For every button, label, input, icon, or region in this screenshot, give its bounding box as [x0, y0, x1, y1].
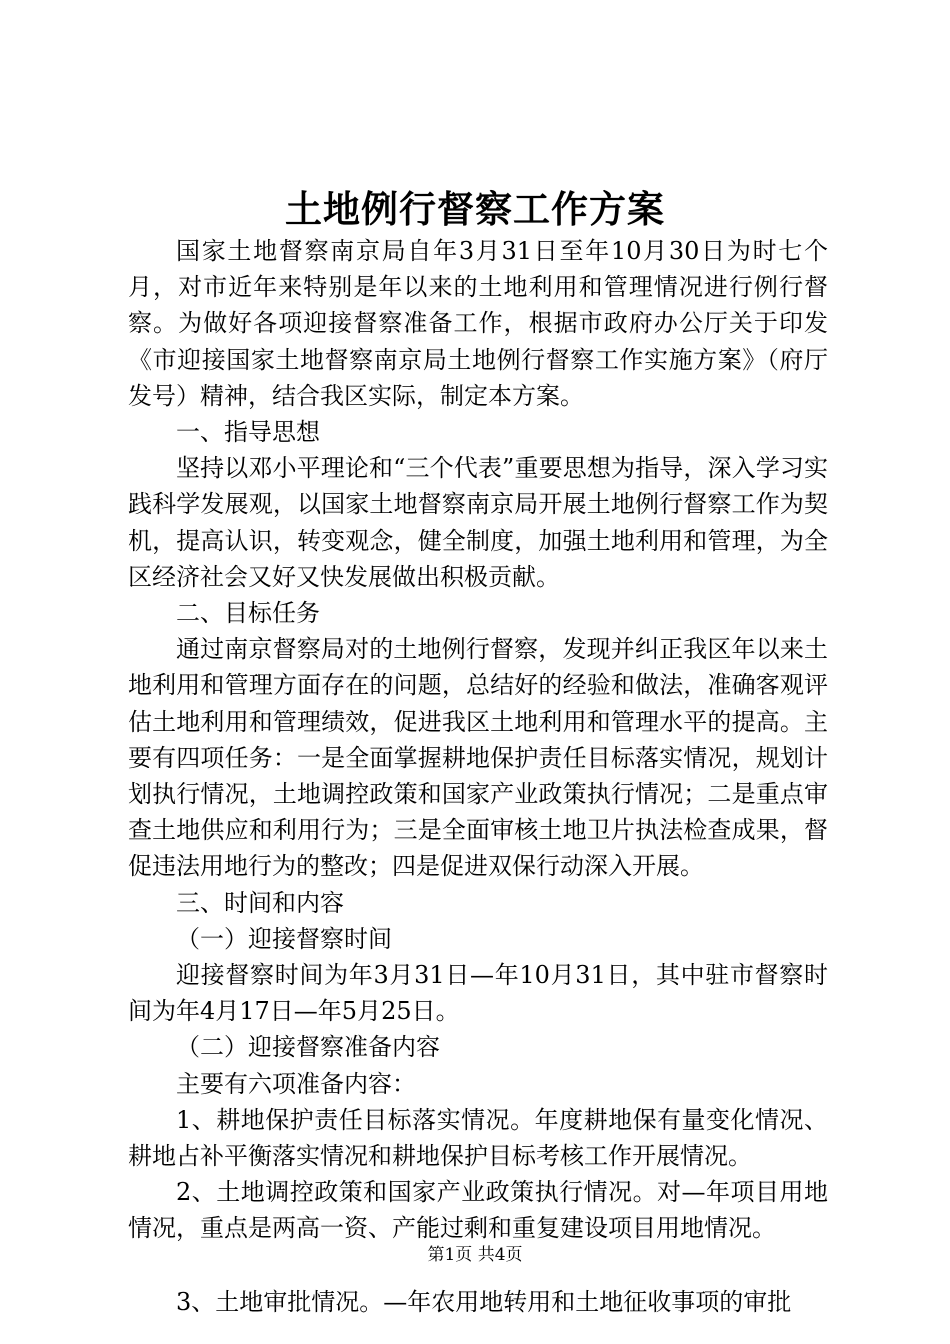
paragraph-item-3: 3、土地审批情况。—年农用地转用和土地征收事项的审批	[176, 1287, 792, 1316]
heading-guiding-ideology: 一、指导思想	[176, 418, 320, 447]
document-body	[128, 233, 828, 1320]
paragraph-intro: 国家土地督察南京局自年3月31日至年10月30日为时七个月，对市近年来特别是年以来的土地利用和管理情况进行例行督察。为做好各项迎接督察准备工作，根据市政府办公厅关于印发《市迎接国家土地督察南京局土地例行督察工作实施方案》（府厅发号）精神，结合我区实际，制定本方案。	[128, 237, 828, 410]
document-title: 土地例行督察工作方案	[285, 187, 665, 231]
heading-time-content: 三、时间和内容	[176, 888, 344, 917]
paragraph-preparation-intro: 主要有六项准备内容：	[176, 1069, 416, 1098]
page-footer: 第1页 共4页	[427, 1245, 523, 1265]
heading-goals-tasks: 二、目标任务	[176, 599, 320, 628]
paragraph-goals-tasks: 通过南京督察局对的土地例行督察，发现并纠正我区年以来土地利用和管理方面存在的问题，总结好的经验和做法，准确客观评估土地利用和管理绩效，促进我区土地利用和管理水平的提高。主要有四项任务：一是全面掌握耕地保护责任目标落实情况，规划计划执行情况，土地调控政策和国家产业政策执行情况；二是重点审查土地供应和利用行为；三是全面审核土地卫片执法检查成果，督促违法用地行为的整改；四是促进双保行动深入开展。	[128, 635, 828, 881]
subheading-preparation-content: （二）迎接督察准备内容	[176, 1033, 440, 1062]
subheading-inspection-time: （一）迎接督察时间	[176, 924, 392, 953]
paragraph-guiding-ideology: 坚持以邓小平理论和“三个代表”重要思想为指导，深入学习实践科学发展观，以国家土地督察南京局开展土地例行督察工作为契机，提高认识，转变观念，健全制度，加强土地利用和管理，为全区经济社会又好又快发展做出积极贡献。	[128, 454, 828, 591]
paragraph-inspection-time: 迎接督察时间为年3月31日—年10月31日，其中驻市督察时间为年4月17日—年5月25日。	[128, 961, 828, 1026]
paragraph-item-1: 1、耕地保护责任目标落实情况。年度耕地保有量变化情况、耕地占补平衡落实情况和耕地保护目标考核工作开展情况。	[128, 1105, 828, 1171]
paragraph-item-2: 2、土地调控政策和国家产业政策执行情况。对—年项目用地情况，重点是两高一资、产能过剩和重复建设项目用地情况。	[128, 1178, 828, 1243]
